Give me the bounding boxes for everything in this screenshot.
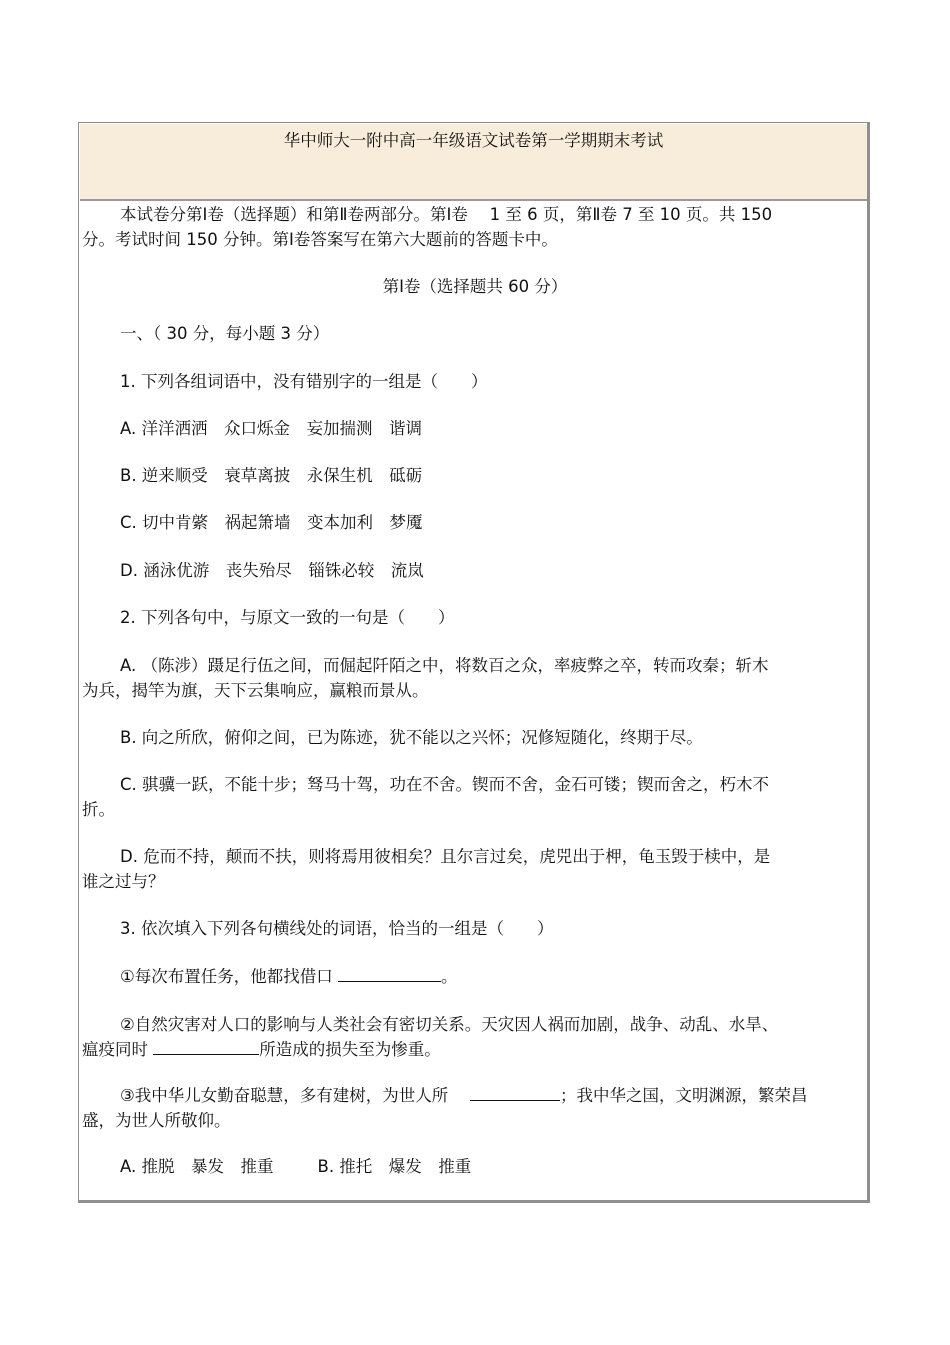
question-3-option-a: A. 推脱 暴发 推重: [120, 1157, 274, 1176]
sentence-1-end: 。: [441, 967, 458, 986]
question-2-option-a-line-1: A. （陈涉）蹑足行伍之间，而倔起阡陌之中，将数百之众，率疲弊之卒，转而攻秦；斩木: [120, 656, 769, 675]
answer-blank-2: [153, 1040, 259, 1055]
question-1-option-d: D. 涵泳优游 丧失殆尽 锱铢必较 流岚: [120, 561, 424, 580]
section-heading: 第Ⅰ卷（选择题共 60 分）: [382, 277, 568, 296]
question-3-sentence-2-line-2: [82, 1038, 868, 1062]
intro-line-2: 分。考试时间 150 分钟。第Ⅰ卷答案写在第六大题前的答题卡中。: [82, 230, 558, 249]
question-2-option-c-line-2: 折。: [82, 800, 115, 819]
title-banner: [80, 124, 867, 201]
sentence-1-text: ①每次布置任务，他都找借口: [120, 967, 339, 986]
sentence-3-text: ③我中华儿女勤奋聪慧，多有建树，为世人所: [120, 1086, 471, 1105]
question-3-sentence-2-line-1: ②自然灾害对人口的影响与人类社会有密切关系。天灾因人祸而加剧，战争、动乱、水旱、: [120, 1015, 779, 1034]
part-heading: 一、（ 30 分，每小题 3 分）: [120, 324, 330, 343]
question-3-sentence-3-line-2: 盛，为世人所敬仰。: [82, 1111, 231, 1130]
page-title: 华中师大一附中高一年级语文试卷第一学期期末考试: [283, 131, 664, 150]
question-3-sentence-3-line-1: [82, 1084, 906, 1108]
question-2-option-c-line-1: C. 骐骥一跃，不能十步；驽马十驾，功在不舍。锲而不舍，金石可镂；锲而舍之，朽木不: [120, 775, 770, 794]
question-3-sentence-1: [82, 965, 906, 989]
question-1-stem: 1. 下列各组词语中，没有错别字的一组是（ ）: [120, 372, 488, 391]
question-2-option-b: B. 向之所欣，俯仰之间，已为陈迹，犹不能以之兴怀；况修短随化，终期于尽。: [120, 728, 703, 747]
question-1-option-c: C. 切中肯綮 祸起箫墙 变本加利 梦魇: [120, 513, 423, 532]
question-2-option-a-line-2: 为兵，揭竿为旗，天下云集响应，赢粮而景从。: [82, 681, 429, 700]
question-3-options: [82, 1155, 906, 1179]
answer-blank-3: [470, 1086, 560, 1101]
question-3-stem: 3. 依次填入下列各句横线处的词语，恰当的一组是（ ）: [120, 919, 554, 938]
sentence-2-end: 所造成的损失至为惨重。: [259, 1040, 441, 1059]
question-1-option-a: A. 洋洋洒洒 众口烁金 妄加揣测 谐调: [120, 419, 422, 438]
question-3-option-b: B. 推托 爆发 推重: [317, 1157, 472, 1176]
answer-blank-1: [338, 967, 441, 982]
question-2-stem: 2. 下列各句中，与原文一致的一句是（ ）: [120, 608, 455, 627]
sentence-3-end: ；我中华之国，文明渊源，繁荣昌: [560, 1086, 808, 1105]
sentence-2-text: 瘟疫同时: [82, 1040, 154, 1059]
intro-line-1: 本试卷分第Ⅰ卷（选择题）和第Ⅱ卷两部分。第Ⅰ卷 1 至 6 页，第Ⅱ卷 7 至 10 页。共 150: [120, 205, 773, 224]
question-2-option-d-line-1: D. 危而不持，颠而不扶，则将焉用彼相矣？且尔言过矣，虎兕出于柙，龟玉毁于椟中，是: [120, 847, 771, 866]
question-2-option-d-line-2: 谁之过与？: [82, 872, 165, 891]
question-1-option-b: B. 逆来顺受 衰草离披 永保生机 砥砺: [120, 466, 423, 485]
